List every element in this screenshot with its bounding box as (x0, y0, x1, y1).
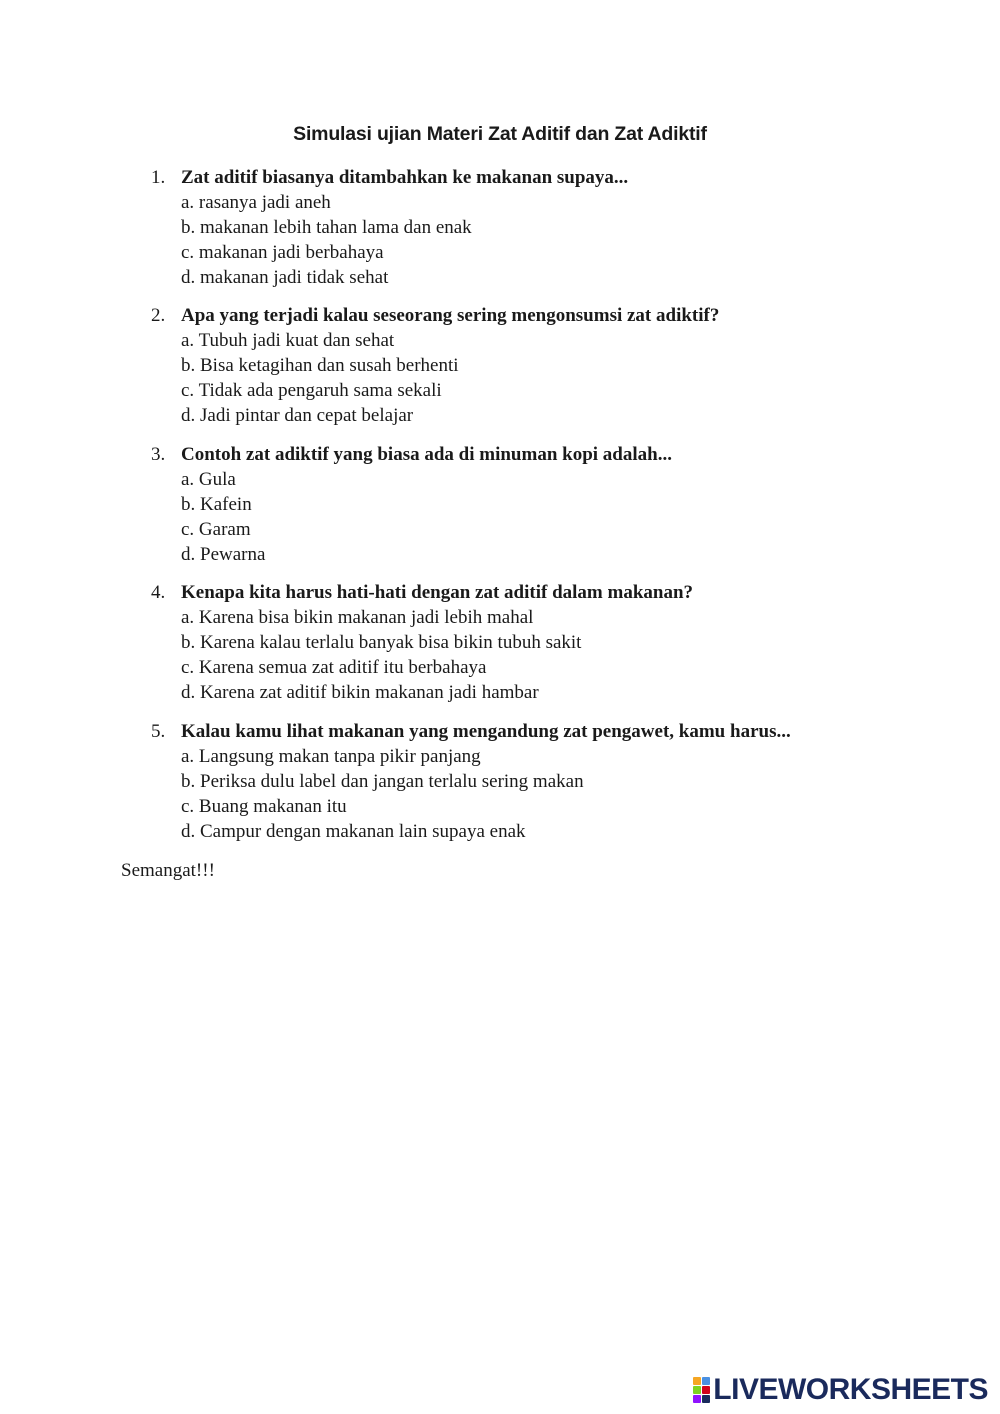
question-5 (151, 719, 911, 844)
option-b: b. Kafein (181, 494, 252, 515)
option-a: a. rasanya jadi aneh (181, 192, 331, 213)
option-a: a. Gula (181, 469, 236, 490)
logo-text: LIVEWORKSHEETS (713, 1373, 988, 1406)
question-number: 4. (151, 582, 166, 603)
question-number: 2. (151, 305, 166, 326)
option-b: b. Karena kalau terlalu banyak bisa bikin tubuh sakit (181, 632, 582, 653)
logo-grid-icon (693, 1377, 710, 1403)
question-number: 5. (151, 721, 166, 742)
question-4 (151, 580, 911, 705)
logo-square (693, 1386, 701, 1394)
option-list (151, 190, 911, 290)
question-head (151, 580, 911, 605)
question-text: Kalau kamu lihat makanan yang mengandung zat pengawet, kamu harus... (181, 721, 791, 742)
question-3 (151, 442, 911, 567)
option-list (151, 467, 911, 567)
question-text: Zat aditif biasanya ditambahkan ke makanan supaya... (181, 167, 629, 188)
option-a: a. Karena bisa bikin makanan jadi lebih mahal (181, 607, 534, 628)
question-head (151, 303, 911, 328)
logo-square (702, 1386, 710, 1394)
option-b: b. Periksa dulu label dan jangan terlalu sering makan (181, 771, 584, 792)
option-d: d. Karena zat aditif bikin makanan jadi hambar (181, 682, 539, 703)
logo-square (693, 1395, 701, 1403)
option-b: b. Bisa ketagihan dan susah berhenti (181, 355, 459, 376)
question-text: Apa yang terjadi kalau seseorang sering mengonsumsi zat adiktif? (181, 305, 720, 326)
option-c: c. Buang makanan itu (181, 796, 347, 817)
option-c: c. Karena semua zat aditif itu berbahaya (181, 657, 487, 678)
question-1 (151, 165, 911, 290)
question-head (151, 165, 911, 190)
option-list (151, 605, 911, 705)
option-d: d. Jadi pintar dan cepat belajar (181, 405, 414, 426)
option-a: a. Langsung makan tanpa pikir panjang (181, 746, 481, 767)
question-number: 3. (151, 444, 166, 465)
logo-square (702, 1395, 710, 1403)
question-number: 1. (151, 167, 166, 188)
option-list (151, 744, 911, 844)
option-list (151, 328, 911, 428)
option-d: d. Pewarna (181, 544, 266, 565)
option-d: d. makanan jadi tidak sehat (181, 267, 389, 288)
option-c: c. Tidak ada pengaruh sama sekali (181, 380, 442, 401)
option-c: c. Garam (181, 519, 251, 540)
liveworksheets-logo (693, 1373, 988, 1407)
question-text: Contoh zat adiktif yang biasa ada di minuman kopi adalah... (181, 444, 672, 465)
closing-text: Semangat!!! (121, 860, 215, 881)
question-head (151, 719, 911, 744)
question-head (151, 442, 911, 467)
question-2 (151, 303, 911, 428)
option-a: a. Tubuh jadi kuat dan sehat (181, 330, 395, 351)
logo-square (702, 1377, 710, 1385)
page-title: Simulasi ujian Materi Zat Aditif dan Zat Adiktif (293, 123, 707, 145)
option-d: d. Campur dengan makanan lain supaya enak (181, 821, 526, 842)
logo-square (693, 1377, 701, 1385)
question-text: Kenapa kita harus hati-hati dengan zat aditif dalam makanan? (181, 582, 694, 603)
option-c: c. makanan jadi berbahaya (181, 242, 384, 263)
option-b: b. makanan lebih tahan lama dan enak (181, 217, 472, 238)
